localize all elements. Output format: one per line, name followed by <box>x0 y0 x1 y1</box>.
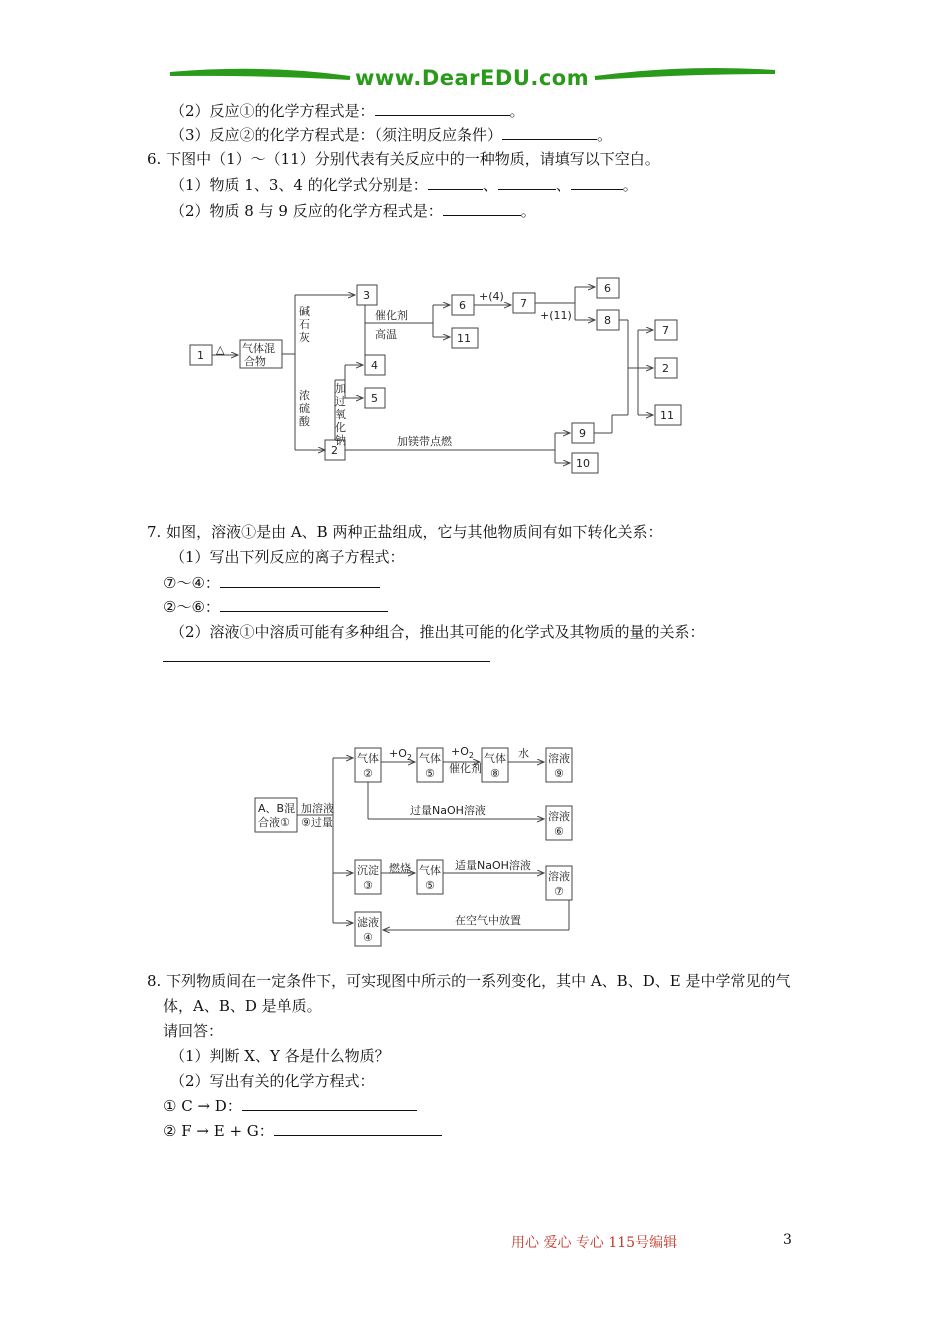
label-air: 在空气中放置 <box>455 914 521 927</box>
label-gas8-2: ⑧ <box>490 767 500 780</box>
answer-blank[interactable] <box>274 1121 442 1136</box>
label-gas5b-1: 气体 <box>419 864 441 877</box>
label-acid-3: 酸 <box>299 415 310 428</box>
q5-item3: （3）反应②的化学方程式是：（须注明反应条件） 。 <box>170 126 613 144</box>
label-6b: 6 <box>604 282 611 295</box>
label-ppt3-2: ③ <box>363 879 373 892</box>
label-7: 7 <box>520 297 527 310</box>
label-water: 水 <box>518 747 529 760</box>
label-o2-b: $+O_2$ <box>451 745 474 760</box>
label-8: 8 <box>604 314 611 327</box>
label-add-2: ⑨过量 <box>301 816 333 829</box>
q8-stem: 8. 下列物质间在一定条件下，可实现图中所示的一系列变化，其中 A、B、D、E 是中学常见的气 <box>147 972 791 990</box>
q8-item2b: ② F → E + G： <box>163 1121 442 1141</box>
label-o2-a: $+O_2$ <box>389 747 412 762</box>
label-mix-1: A、B混 <box>258 802 296 815</box>
q8-stem-cont: 体，A、B、D 是单质。 <box>163 997 322 1015</box>
label-burn: 燃烧 <box>389 862 411 875</box>
label-5: 5 <box>371 392 378 405</box>
label-gas5-1: 气体 <box>419 752 441 765</box>
label-2: 2 <box>331 444 338 457</box>
label-7b: 7 <box>662 324 669 337</box>
label-gas5-2: ⑤ <box>425 767 435 780</box>
label-gas2-2: ② <box>363 767 373 780</box>
label-peroxide-1: 加 <box>335 382 346 395</box>
label-mix-2: 合液① <box>258 816 290 829</box>
label-peroxide-5: 钠 <box>335 434 346 447</box>
answer-blank[interactable] <box>498 175 556 190</box>
label-high-temp: 高温 <box>375 328 397 341</box>
label-catalyst: 催化剂 <box>449 762 482 775</box>
label-soda-lime-3: 灰 <box>299 331 310 344</box>
q7-item1a: ⑦～④： <box>163 573 380 593</box>
label-mixture-1: 气体混 <box>242 342 275 355</box>
q8-ask: 请回答： <box>163 1022 224 1040</box>
q8-item2: （2）写出有关的化学方程式： <box>170 1072 375 1090</box>
answer-blank[interactable] <box>220 573 380 588</box>
label-soda-lime-2: 石 <box>299 318 310 331</box>
answer-blank[interactable] <box>375 101 510 116</box>
label-ppt3-1: 沉淀 <box>357 864 379 877</box>
label-10: 10 <box>576 457 590 470</box>
label-4: 4 <box>371 359 378 372</box>
label-6: 6 <box>459 299 466 312</box>
label-9: 9 <box>579 427 586 440</box>
heat-symbol: △ <box>216 343 225 356</box>
label-peroxide-3: 氧 <box>335 408 346 421</box>
label-acid-1: 浓 <box>299 389 310 402</box>
label-sol6-1: 溶液 <box>548 810 570 823</box>
q7-item1b: ②～⑥： <box>163 597 388 617</box>
q8-item1: （1）判断 X、Y 各是什么物质？ <box>170 1047 390 1065</box>
reaction-diagram-q6 <box>185 275 685 480</box>
page-number: 3 <box>783 1232 792 1248</box>
label-soda-lime-1: 碱 <box>299 305 310 318</box>
reaction-diagram-q7 <box>250 740 580 950</box>
footer-note: 用心 爱心 专心 115号编辑 <box>511 1235 678 1251</box>
answer-blank[interactable] <box>571 175 623 190</box>
label-gas2-1: 气体 <box>357 752 379 765</box>
label-3: 3 <box>363 289 370 302</box>
answer-blank[interactable] <box>443 201 521 216</box>
label-plus4: +(4) <box>479 290 504 303</box>
label-peroxide-2: 过 <box>335 395 346 408</box>
q6-item2: （2）物质 8 与 9 反应的化学方程式是： 。 <box>170 202 536 220</box>
label-proper-naoh: 适量NaOH溶液 <box>455 859 531 872</box>
label-sol9-2: ⑨ <box>554 767 564 780</box>
answer-blank[interactable] <box>220 597 388 612</box>
label-excess-naoh: 过量NaOH溶液 <box>410 804 486 817</box>
site-logo-text: www.DearEDU.com <box>355 66 590 90</box>
label-fil4-2: ④ <box>363 931 373 944</box>
q6-item1: （1）物质 1、3、4 的化学式分别是： 、 、 。 <box>170 176 638 194</box>
label-gas5b-2: ⑤ <box>425 879 435 892</box>
label-11b: 11 <box>660 409 674 422</box>
label-2b: 2 <box>662 362 669 375</box>
q6-stem: 6. 下图中（1）～（11）分别代表有关反应中的一种物质，请填写以下空白。 <box>147 150 660 168</box>
answer-blank[interactable] <box>428 175 483 190</box>
label-11: 11 <box>457 332 471 345</box>
q7-item1: （1）写出下列反应的离子方程式： <box>170 548 405 566</box>
label-sol9-1: 溶液 <box>548 752 570 765</box>
label-catalyst: 催化剂 <box>375 309 408 322</box>
label-mg-ignite: 加镁带点燃 <box>397 435 452 448</box>
label-sol7-1: 溶液 <box>548 870 570 883</box>
answer-blank[interactable] <box>502 125 597 140</box>
label-sol6-2: ⑥ <box>554 825 564 838</box>
q7-item2: （2）溶液①中溶质可能有多种组合，推出其可能的化学式及其物质的量的关系： <box>170 623 705 641</box>
label-plus11: +(11) <box>540 309 572 322</box>
label-mixture-2: 合物 <box>244 355 266 368</box>
q7-stem: 7. 如图，溶液①是由 A、B 两种正盐组成，它与其他物质间有如下转化关系： <box>147 523 663 541</box>
label-peroxide-4: 化 <box>335 421 346 434</box>
label-sol7-2: ⑦ <box>554 885 564 898</box>
answer-line[interactable] <box>163 661 490 662</box>
answer-blank[interactable] <box>242 1096 417 1111</box>
label-add-1: 加溶液 <box>301 802 334 815</box>
q5-item2: （2）反应①的化学方程式是： 。 <box>170 102 525 120</box>
label-fil4-1: 滤液 <box>357 916 379 929</box>
q8-item2a: ① C → D： <box>163 1096 417 1116</box>
label-1: 1 <box>197 349 204 362</box>
label-acid-2: 硫 <box>299 402 310 415</box>
label-gas8-1: 气体 <box>484 752 506 765</box>
